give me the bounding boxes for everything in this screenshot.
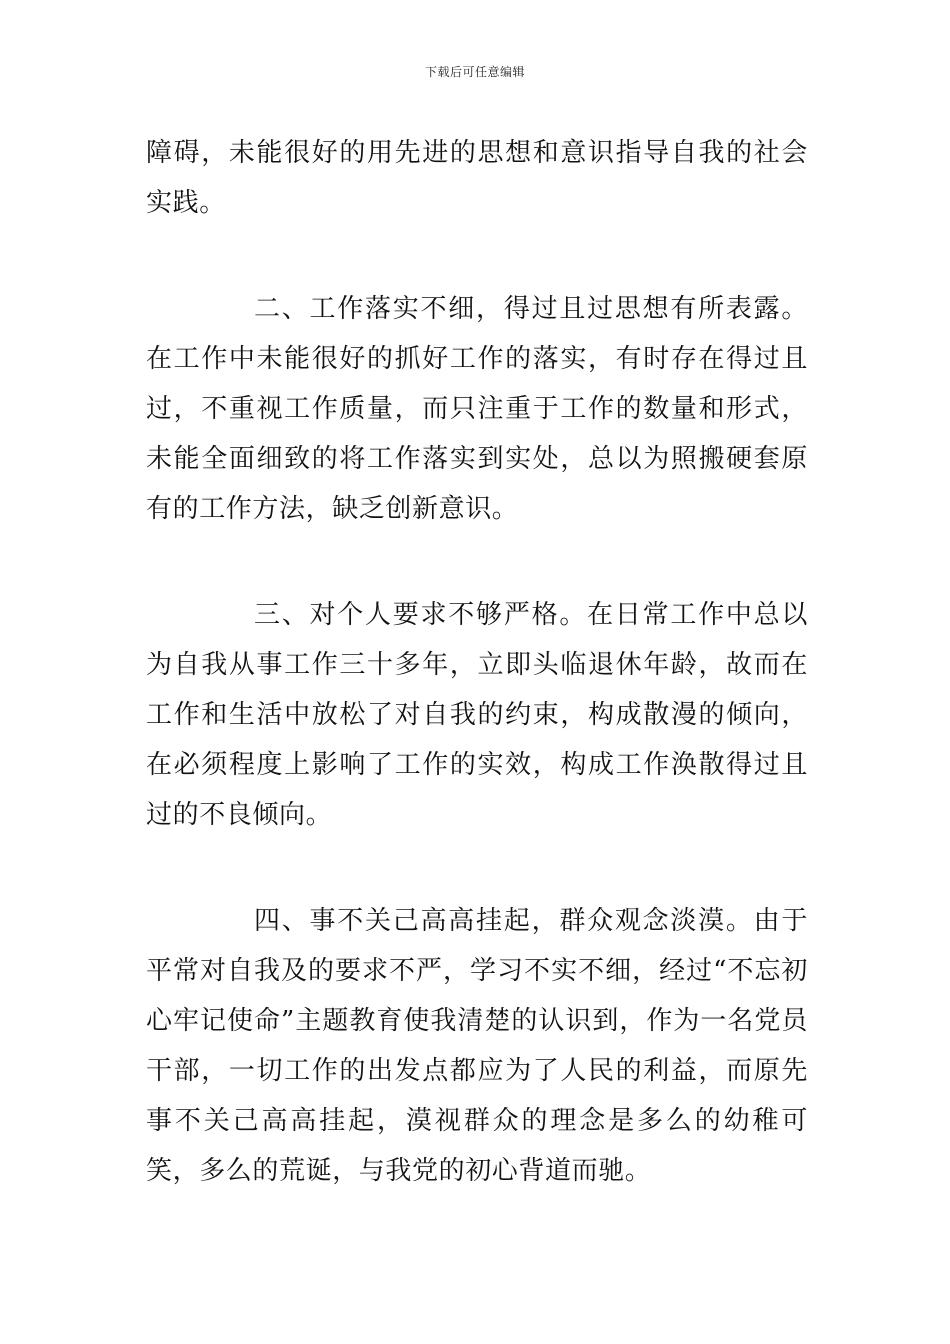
paragraph-section-two: 二、工作落实不细，得过且过思想有所表露。在工作中未能很好的抓好工作的落实，有时存在得过且过，不重视工作质量，而只注重于工作的数量和形式，未能全面细致的将工作落实到实处，总以为照搬硬套原有的工作方法，缺乏创新意识。	[146, 294, 808, 524]
paragraph-gap	[146, 534, 808, 590]
document-body	[146, 128, 808, 1196]
paragraph-section-four: 四、事不关己高高挂起，群众观念淡漠。由于平常对自我及的要求不严，学习不实不细，经过“不忘初心牢记使命”主题教育使我清楚的认识到，作为一名党员干部，一切工作的出发点都应为了人民的利益，而原先事不关己高高挂起，漠视群众的理念是多么的幼稚可笑，多么的荒诞，与我党的初心背道而驰。	[146, 906, 808, 1186]
page-header: 下载后可任意编辑	[424, 65, 525, 79]
paragraph-continuation: 障碍，未能很好的用先进的思想和意识指导自我的社会实践。	[146, 138, 808, 218]
paragraph-section-three: 三、对个人要求不够严格。在日常工作中总以为自我从事工作三十多年，立即头临退休年龄，故而在工作和生活中放松了对自我的约束，构成散漫的倾向，在必须程度上影响了工作的实效，构成工作涣散得过且过的不良倾向。	[146, 600, 808, 830]
paragraph-gap	[146, 228, 808, 284]
paragraph-gap	[146, 840, 808, 896]
